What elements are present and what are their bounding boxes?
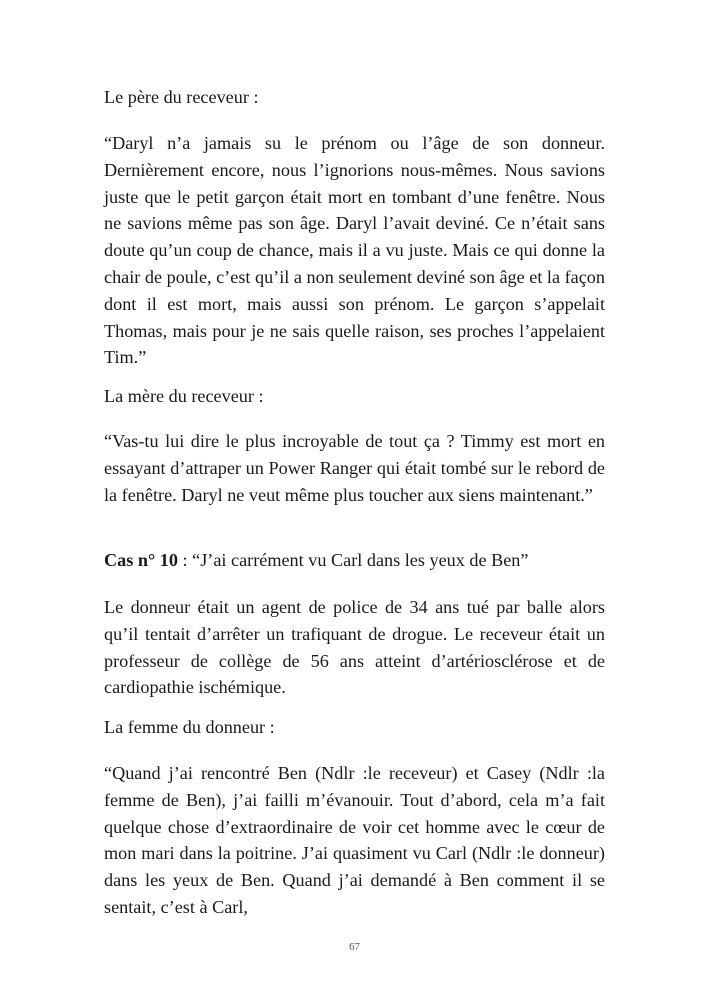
paragraph-speaker-recipient-mother: La mère du receveur :	[104, 386, 264, 406]
page-number: 67	[349, 941, 360, 953]
paragraph-speaker-donor-wife: La femme du donneur :	[104, 717, 275, 737]
case-number: Cas n° 10	[104, 550, 178, 570]
case-title: : “J’ai carrément vu Carl dans les yeux de Ben”	[177, 550, 529, 570]
paragraph-wife-quote: “Quand j’ai rencontré Ben (Ndlr :le receveur) et Casey (Ndlr :la femme de Ben), j’ai failli m’évanouir. Tout d’abord, cela m’a fait quelque chose d’extraordinaire de voir cet homme avec le cœur de mon mari dans la poitrine. J’ai quasiment vu Carl (Ndlr :le donneur) dans les yeux de Ben. Quand j’ai demandé à Ben comment il se sentait, c’est à Carl,	[104, 763, 605, 917]
paragraph-father-quote: “Daryl n’a jamais su le prénom ou l’âge de son donneur. Dernièrement encore, nous l’ignorions nous-mêmes. Nous savions juste que le petit garçon était mort en tombant d’une fenêtre. Nous ne savions même pas son âge. Daryl l’avait deviné. Ce n’était sans doute qu’un coup de chance, mais il a vu juste. Mais ce qui donne la chair de poule, c’est qu’il a non seulement deviné son âge et la façon dont il est mort, mais aussi son prénom. Le garçon s’appelait Thomas, mais pour je ne sais quelle raison, ses proches l’appelaient Tim.”	[104, 133, 605, 368]
paragraph-speaker-recipient-father: Le père du receveur :	[104, 87, 259, 107]
paragraph-mother-quote: “Vas-tu lui dire le plus incroyable de tout ça ? Timmy est mort en essayant d’attraper un Power Ranger qui était tombé sur le rebord de la fenêtre. Daryl ne veut même plus toucher aux siens maintenant.”	[104, 431, 605, 505]
case-heading	[104, 547, 605, 574]
paragraph-case-description: Le donneur était un agent de police de 34 ans tué par balle alors qu’il tentait d’arrêter un trafiquant de drogue. Le receveur était un professeur de collège de 56 ans atteint d’artériosclérose et de cardiopathie ischémique.	[104, 597, 605, 698]
